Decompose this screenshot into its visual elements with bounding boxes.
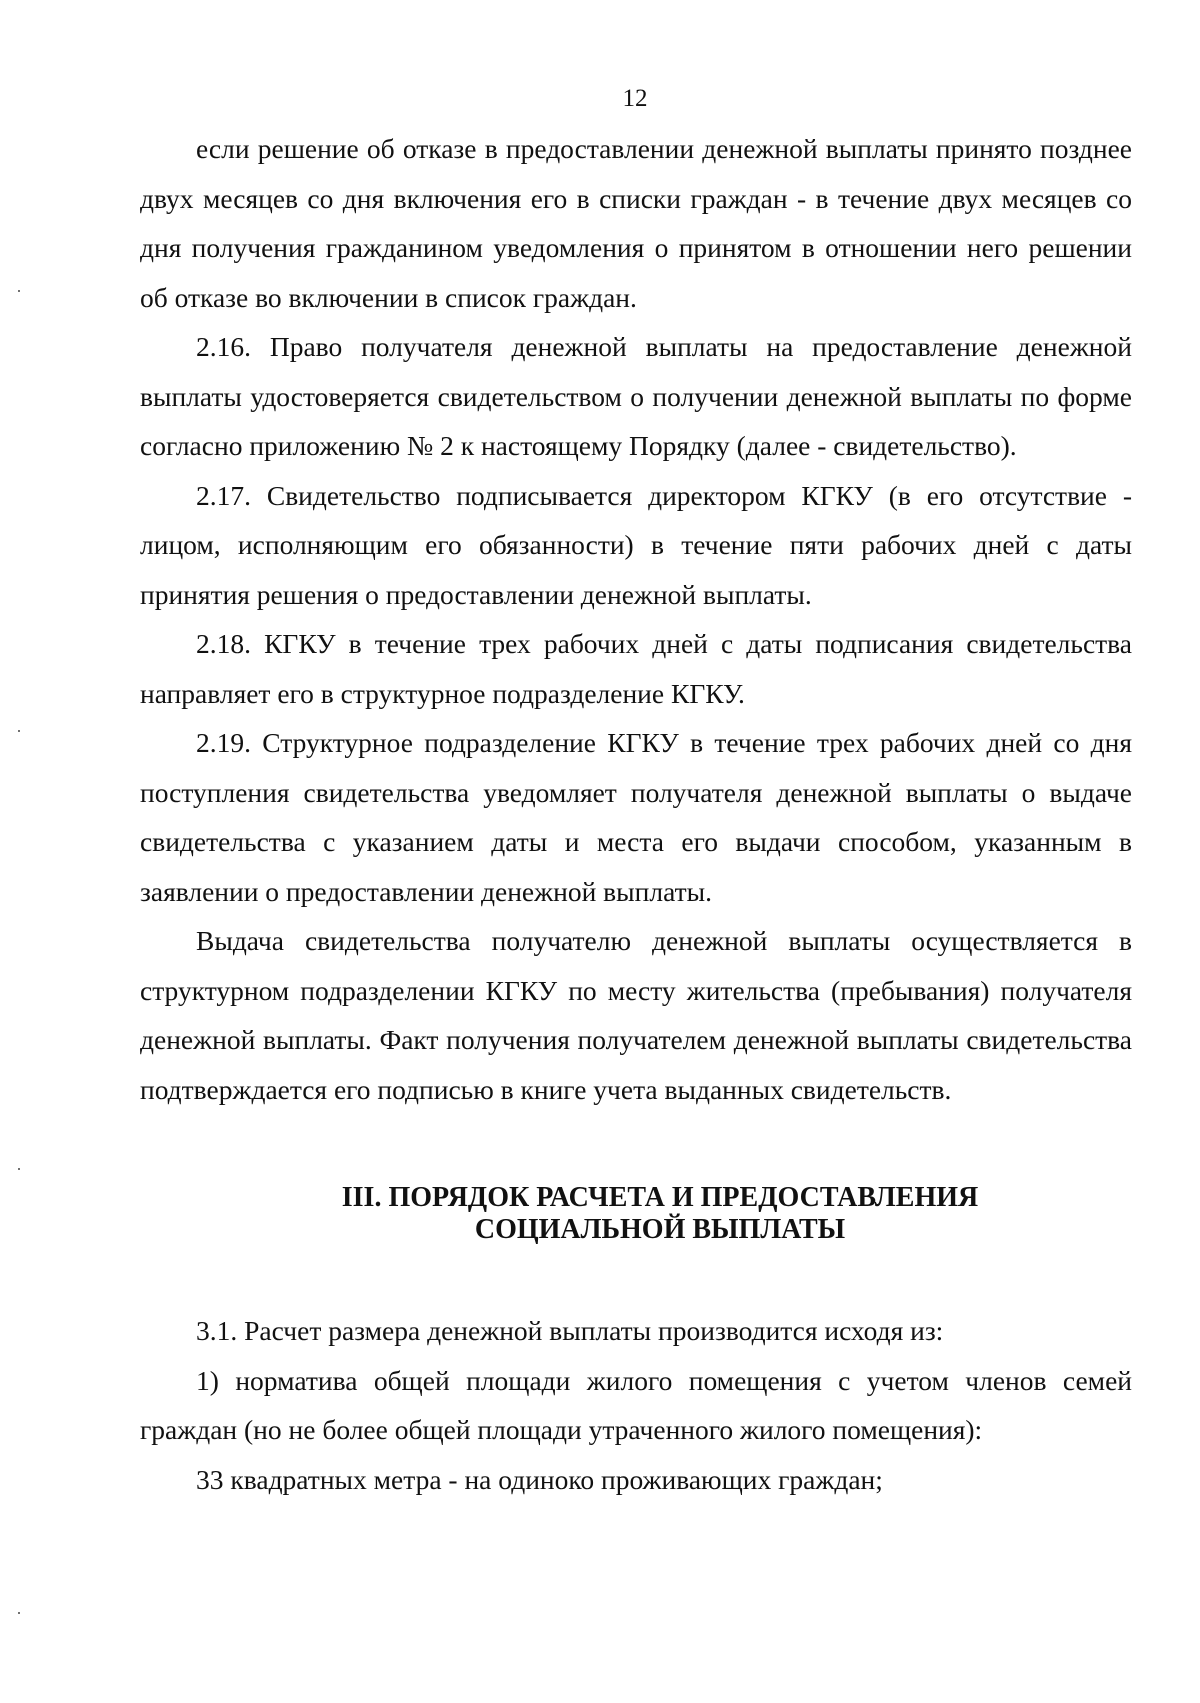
section-heading-line-2: СОЦИАЛЬНОЙ ВЫПЛАТЫ [474, 1214, 846, 1245]
document-body [140, 124, 1132, 1504]
paragraph-3-1-item-1: 1) норматива общей площади жилого помещения с учетом членов семей граждан (но не более общей площади утраченного жилого помещения): [140, 1364, 1132, 1445]
section-heading-line-1: III. ПОРЯДОК РАСЧЕТА И ПРЕДОСТАВЛЕНИЯ [341, 1182, 979, 1213]
paragraph-2-16: 2.16. Право получателя денежной выплаты на предоставление денежной выплаты удостоверяется свидетельством о получении денежной выплаты по форме согласно приложению № 2 к настоящему Порядку (далее - свидетельство). [140, 331, 1132, 461]
scan-speck [18, 1612, 20, 1614]
section-heading [140, 1182, 1132, 1246]
scan-speck [18, 730, 20, 732]
paragraph-2-18: 2.18. КГКУ в течение трех рабочих дней с даты подписания свидетельства направляет его в структурное подразделение КГКУ. [140, 628, 1132, 709]
paragraph-2-19: 2.19. Структурное подразделение КГКУ в течение трех рабочих дней со дня поступления свидетельства уведомляет получателя денежной выплаты о выдаче свидетельства с указанием даты и места его выдачи способом, указанным в заявлении о предоставлении денежной выплаты. [140, 727, 1132, 907]
page-number: 12 [622, 85, 648, 112]
scan-speck [18, 1168, 20, 1170]
scan-speck [18, 290, 20, 292]
paragraph-3-1: 3.1. Расчет размера денежной выплаты производится исходя из: [196, 1315, 944, 1346]
paragraph-2-17: 2.17. Свидетельство подписывается директором КГКУ (в его отсутствие - лицом, исполняющим его обязанности) в течение пяти рабочих дней с даты принятия решения о предоставлении денежной выплаты. [140, 479, 1132, 610]
paragraph-continuation: если решение об отказе в предоставлении денежной выплаты принято позднее двух месяцев со дня включения его в списки граждан - в течение двух месяцев со дня получения гражданином уведомления о принятом в отношении него решении об отказе во включении в список граждан. [140, 133, 1132, 313]
paragraph-certificate-issuance: Выдача свидетельства получателю денежной выплаты осуществляется в структурном подразделении КГКУ по месту жительства (пребывания) получателя денежной выплаты. Факт получения получателем денежной выплаты свидетельства подтверждается его подписью в книге учета выданных свидетельств. [140, 925, 1132, 1105]
paragraph-area-norm: 33 квадратных метра - на одиноко проживающих граждан; [196, 1463, 883, 1495]
